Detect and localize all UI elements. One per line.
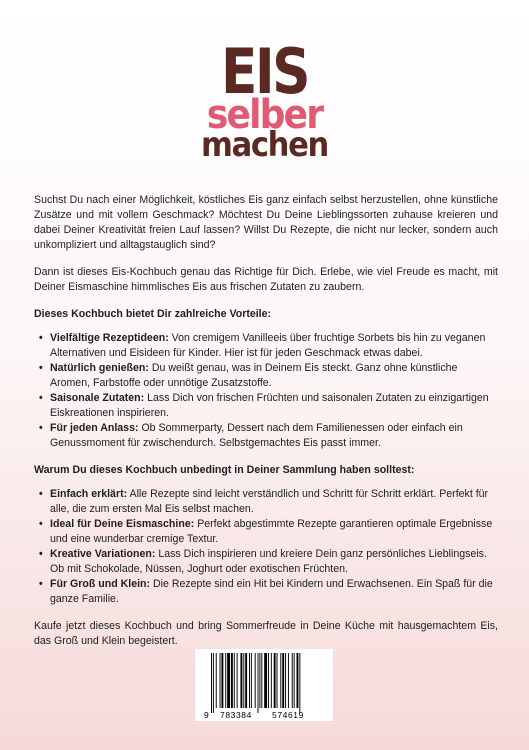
list-item xyxy=(50,487,498,517)
isbn-barcode xyxy=(195,649,333,721)
list-item-text: Alle Rezepte sind leicht verständlich und Schritt für Schritt erklärt. Perfekt für alle, die zum ersten Mal Eis selbst machen. xyxy=(50,488,489,515)
list-item-title: Kreative Variationen: xyxy=(50,548,156,560)
list-item-text: Von cremigem Vanilleeis über fruchtige Sorbets bis hin zu veganen Alternativen und Eisideen für Kinder. Hier ist für jeden Geschmack etwas dabei. xyxy=(50,332,486,359)
list-item-title: Natürlich genießen: xyxy=(50,362,149,374)
barcode-bar xyxy=(213,653,214,713)
list-item-title: Für Groß und Klein: xyxy=(50,578,151,590)
barcode-bar xyxy=(280,653,281,708)
barcode-bar xyxy=(211,653,212,713)
barcode-bar xyxy=(261,653,262,708)
intro-paragraph-1: Suchst Du nach einer Möglichkeit, köstliches Eis ganz einfach selbst herzustellen, ohne künstliche Zusätze und mit vollem Geschmack? Möchtest Du Deine Lieblingssorten zuhause kreieren und dabei Deiner Kreativität freien Lauf lassen? Willst Du Rezepte, die nicht nur lecker, sondern auch unkompliziert und alltagstauglich sind? xyxy=(34,194,498,251)
barcode-bar xyxy=(271,653,272,708)
section2-heading: Warum Du dieses Kochbuch unbedingt in Deiner Sammlung haben solltest: xyxy=(34,464,415,476)
barcode-bar xyxy=(292,653,293,708)
barcode-bar xyxy=(258,653,259,713)
barcode-digit-first: 9 xyxy=(204,710,209,720)
list-item-title: Saisonale Zutaten: xyxy=(50,392,145,404)
section2-list xyxy=(34,487,498,607)
list-item-text: Ob Sommerparty, Dessert nach dem Familienessen oder einfach ein Genussmoment für zwischendurch. Selbstgemachtes Eis passt immer. xyxy=(50,422,463,449)
logo-machen: machen xyxy=(201,125,328,165)
list-item xyxy=(50,391,498,421)
section1-list xyxy=(34,331,498,451)
barcode-bar xyxy=(259,653,260,708)
list-item-title: Einfach erklärt: xyxy=(50,488,128,500)
list-item-text: Perfekt abgestimmte Rezepte garantieren optimale Ergebnisse und eine wunderbar cremige Textur. xyxy=(50,518,493,545)
barcode-bar xyxy=(299,653,300,713)
list-item-text: Lass Dich inspirieren und kreiere Dein ganz persönliches Lieblingseis. Ob mit Schokolade, Nüssen, Joghurt oder exotischen Früchten. xyxy=(50,548,487,575)
barcode-bar xyxy=(227,653,230,708)
barcode-digits-left: 783384 xyxy=(220,710,252,720)
barcode-bar xyxy=(288,653,289,708)
barcode-bar xyxy=(277,653,278,708)
barcode-bar xyxy=(225,653,226,708)
barcode-bar xyxy=(243,653,244,708)
barcode-bar xyxy=(255,653,256,708)
list-item xyxy=(50,577,498,607)
barcode-bar xyxy=(274,653,276,708)
list-item-text: Du weißt genau, was in Deinem Eis steckt. Ganz ohne künstliche Aromen, Farbstoffe oder unnötige Zusatzstoffe. xyxy=(50,362,458,389)
barcode-bar xyxy=(294,653,295,708)
list-item xyxy=(50,547,498,577)
intro-paragraph-2: Dann ist dieses Eis-Kochbuch genau das Richtige für Dich. Erlebe, wie viel Freude es macht, mit Deiner Eismaschine himmlisches Eis aus frischen Zutaten zu zaubern. xyxy=(34,266,498,293)
list-item-text: Lass Dich von frischen Früchten und saisonalen Zutaten zu einzigartigen Eiskreationen inspirieren. xyxy=(50,392,489,419)
barcode-bar xyxy=(249,653,250,708)
logo-eis: EIS xyxy=(221,35,308,108)
list-item xyxy=(50,517,498,547)
barcode-bar xyxy=(297,653,299,708)
list-item xyxy=(50,421,498,451)
barcode-bar xyxy=(231,653,233,708)
barcode-bar xyxy=(245,653,247,708)
list-item xyxy=(50,361,498,391)
barcode-bar xyxy=(234,653,235,708)
barcode-bar xyxy=(237,653,238,708)
list-item-text: Die Rezepte sind ein Hit bei Kindern und Erwachsenen. Ein Spaß für die ganze Familie. xyxy=(50,578,493,605)
barcode-bar xyxy=(220,653,221,708)
barcode-digits-right: 574619 xyxy=(272,710,304,720)
barcode-bar xyxy=(251,653,252,708)
logo-selber: selber xyxy=(206,92,323,138)
barcode-bar xyxy=(264,653,267,708)
back-cover-text xyxy=(34,193,498,649)
list-item-title: Ideal für Deine Eismaschine: xyxy=(50,518,195,530)
barcode-bar xyxy=(221,653,223,708)
outro-paragraph: Kaufe jetzt dieses Kochbuch und bring Sommerfreude in Deine Küche mit hausgemachtem Eis, das Groß und Klein begeistert. xyxy=(34,620,498,647)
logo xyxy=(0,35,529,165)
barcode-bar xyxy=(216,653,217,708)
barcode-bar xyxy=(240,653,242,708)
list-item-title: Für jeden Anlass: xyxy=(50,422,139,434)
list-item xyxy=(50,331,498,361)
list-item-title: Vielfältige Rezeptideen: xyxy=(50,332,169,344)
section1-heading: Dieses Kochbuch bietet Dir zahlreiche Vorteile: xyxy=(34,308,272,320)
barcode-bar xyxy=(268,653,269,708)
barcode-graphic xyxy=(195,649,333,721)
barcode-bar xyxy=(282,653,284,708)
barcode-bar xyxy=(285,653,286,708)
